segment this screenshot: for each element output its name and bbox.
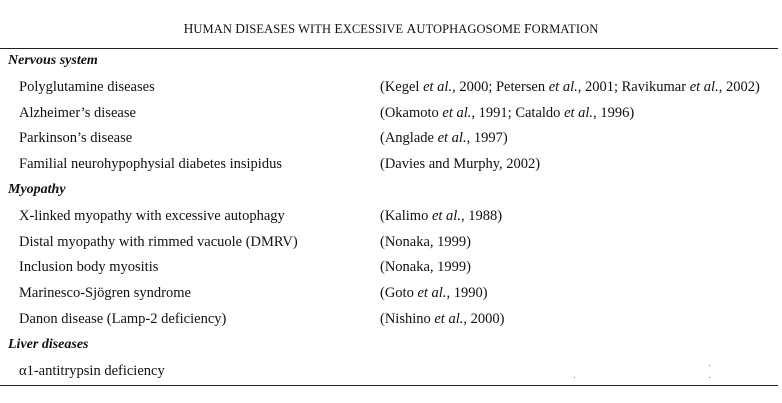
title-text-part: ISEASES WITH <box>245 22 335 36</box>
reference-citation <box>380 203 502 229</box>
citation-segment: (Davies and Murphy, 2002) <box>380 156 541 173</box>
citation-segment: , 2001; Ravikumar <box>577 78 690 95</box>
citation-segment: (Nonaka, 1999) <box>380 233 472 250</box>
table-row <box>0 306 778 332</box>
reference-citation <box>380 254 471 280</box>
scan-speck <box>574 377 575 378</box>
reference-citation <box>380 74 760 100</box>
citation-segment: , 1988) <box>460 207 503 224</box>
citation-segment: et al. <box>437 130 467 147</box>
scan-speck <box>709 377 710 378</box>
section-heading: Myopathy <box>8 182 66 197</box>
reference-citation <box>380 306 504 332</box>
title-text-part: XCESSIVE <box>342 22 407 36</box>
disease-name: Inclusion body myositis <box>19 259 159 276</box>
citation-segment: et al. <box>417 285 447 302</box>
disease-name: Danon disease (Lamp-2 deficiency) <box>19 311 227 327</box>
disease-name: Polyglutamine diseases <box>19 78 155 95</box>
disease-name: α1-antitrypsin deficiency <box>19 362 165 379</box>
citation-segment: et al. <box>548 78 578 95</box>
disease-name: Distal myopathy with rimmed vacuole (DMRV) <box>19 233 298 250</box>
section-heading: Liver diseases <box>8 336 89 352</box>
citation-segment: et al. <box>689 78 719 95</box>
citation-segment: , 1991; Cataldo <box>471 104 565 121</box>
title-text-part: UMAN <box>193 22 236 36</box>
table-row <box>0 229 778 255</box>
table-row <box>0 280 778 306</box>
disease-name: Familial neurohypophysial diabetes insipidus <box>19 156 282 173</box>
table-row <box>0 203 778 229</box>
disease-name: X-linked myopathy with excessive autophagy <box>19 207 285 224</box>
disease-name: Alzheimer’s disease <box>19 104 136 121</box>
citation-segment: , 2000; Petersen <box>452 78 549 95</box>
title-text-part: H <box>183 21 194 36</box>
table-row <box>0 100 778 126</box>
citation-segment: (Kalimo <box>380 207 432 224</box>
citation-segment: et al. <box>423 78 453 95</box>
citation-segment: (Anglade <box>380 130 438 147</box>
reference-citation <box>380 280 488 306</box>
citation-segment: et al. <box>564 104 594 121</box>
reference-citation <box>380 100 634 126</box>
citation-segment: , 1996) <box>593 104 635 121</box>
citation-segment: et al. <box>431 207 461 224</box>
table-row <box>0 358 778 384</box>
citation-segment: , 2000) <box>463 311 505 327</box>
table-row <box>0 125 778 151</box>
table-row <box>0 254 778 280</box>
citation-segment: (Okamoto <box>380 104 443 121</box>
citation-segment: (Nonaka, 1999) <box>380 259 472 276</box>
title-text-part: UTOPHAGOSOME <box>416 22 525 36</box>
citation-segment: (Nishino <box>380 311 435 327</box>
citation-segment: (Goto <box>380 285 418 302</box>
table-bottom-rule <box>0 385 778 386</box>
citation-segment: , 1997) <box>466 130 508 147</box>
title-text-part: D <box>235 21 246 36</box>
title-text-part: E <box>334 21 343 36</box>
citation-segment: (Kegel <box>380 78 424 95</box>
citation-segment: , 1990) <box>446 285 488 302</box>
table-title <box>0 21 782 37</box>
title-text-part: A <box>406 21 417 36</box>
table-row <box>0 74 778 100</box>
citation-segment: , 2002) <box>718 78 760 95</box>
disease-name: Parkinson’s disease <box>19 130 133 147</box>
citation-segment: et al. <box>434 311 464 327</box>
reference-citation <box>380 229 471 255</box>
reference-citation <box>380 151 540 177</box>
section-heading: Nervous system <box>8 53 98 68</box>
table-row <box>0 151 778 177</box>
title-text-part: ORMATION <box>531 22 599 36</box>
disease-name: Marinesco-Sjögren syndrome <box>19 285 191 302</box>
reference-citation <box>380 125 508 151</box>
citation-segment: et al. <box>442 104 472 121</box>
scan-speck <box>709 365 710 366</box>
title-text-part: F <box>524 21 532 36</box>
